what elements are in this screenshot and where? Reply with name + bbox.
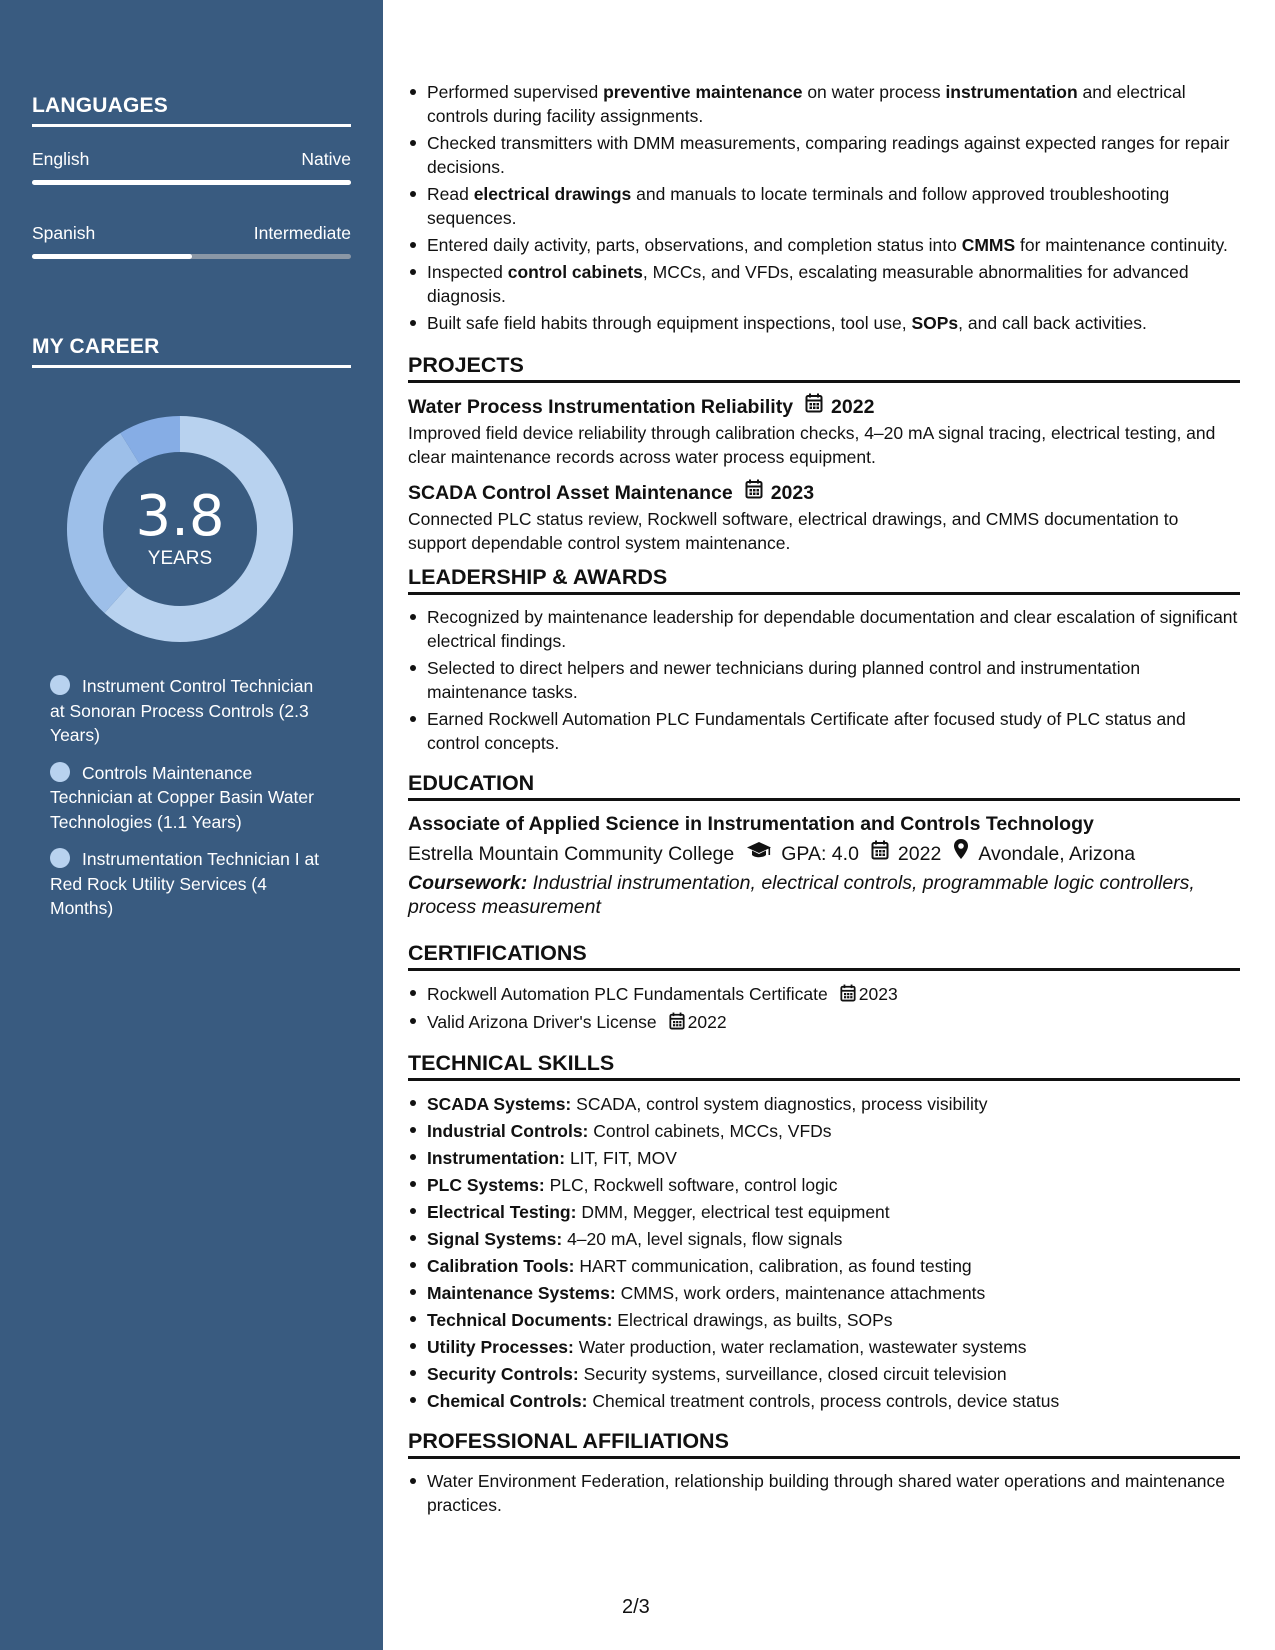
certification-name: Valid Arizona Driver's License — [427, 1012, 657, 1032]
skill-item — [408, 1361, 1240, 1388]
skill-item — [408, 1118, 1240, 1145]
leadership-title: LEADERSHIP & AWARDS — [408, 565, 1240, 595]
location-pin-icon — [953, 838, 969, 869]
language-level: Native — [301, 149, 351, 169]
education-title: EDUCATION — [408, 771, 1240, 801]
total-years-unit: YEARS — [147, 548, 213, 569]
skill-values: Electrical drawings, as builts, SOPs — [617, 1310, 893, 1330]
career-dot-icon — [50, 762, 70, 782]
career-label: Instrument Control Technician at Sonoran Process Controls (2.3 Years) — [50, 676, 314, 745]
bold-keyword: electrical drawings — [473, 184, 632, 204]
affiliations-list — [408, 1469, 1240, 1517]
career-title: MY CAREER — [32, 335, 351, 368]
project-description: Connected PLC status review, Rockwell software, electrical drawings, and CMMS documentation to support dependable control system maintenance. — [408, 509, 1179, 553]
languages-title: LANGUAGES — [32, 94, 351, 127]
bullet-text: Performed supervised — [427, 82, 604, 102]
skill-category: Electrical Testing: — [427, 1202, 577, 1222]
skills-section — [408, 1051, 1240, 1415]
skill-item — [408, 1145, 1240, 1172]
project-item — [408, 479, 1240, 555]
career-item — [50, 847, 330, 921]
bold-keyword: CMMS — [961, 235, 1016, 255]
skill-category: Technical Documents: — [427, 1310, 613, 1330]
skill-values: Water production, water reclamation, wastewater systems — [578, 1337, 1027, 1357]
bullet-text: Read — [427, 184, 474, 204]
project-description: Improved field device reliability through calibration checks, 4–20 mA signal tracing, electrical testing, and clear maintenance records across water process equipment. — [408, 423, 1216, 467]
donut-center — [65, 414, 295, 644]
skills-title: TECHNICAL SKILLS — [408, 1051, 1240, 1081]
page-number: 2/3 — [622, 1596, 650, 1618]
skill-category: SCADA Systems: — [427, 1094, 572, 1114]
experience-bullets — [408, 80, 1240, 335]
experience-bullet — [408, 311, 1240, 335]
bold-keyword: preventive maintenance — [603, 82, 803, 102]
education-details — [408, 838, 1240, 869]
main-content — [408, 80, 1240, 1517]
graduation-cap-icon — [746, 839, 772, 869]
certifications-list — [408, 981, 1240, 1037]
skill-category: Chemical Controls: — [427, 1391, 588, 1411]
graduation-year: 2022 — [897, 842, 942, 865]
skill-values: Security systems, surveillance, closed circuit television — [583, 1364, 1007, 1384]
bold-keyword: control cabinets — [507, 262, 643, 282]
skill-category: Industrial Controls: — [427, 1121, 589, 1141]
skill-category: Signal Systems: — [427, 1229, 563, 1249]
leadership-section — [408, 565, 1240, 755]
project-item — [408, 393, 1240, 469]
leadership-item: Selected to direct helpers and newer technicians during planned control and instrumentation maintenance tasks. — [408, 656, 1240, 704]
career-item — [50, 674, 330, 748]
language-item — [32, 149, 351, 185]
skill-values: DMM, Megger, electrical test equipment — [581, 1202, 890, 1222]
skill-values: CMMS, work orders, maintenance attachments — [620, 1283, 986, 1303]
skill-category: Maintenance Systems: — [427, 1283, 616, 1303]
gpa: GPA: 4.0 — [781, 842, 859, 865]
career-label: Controls Maintenance Technician at Copper Basin Water Technologies (1.1 Years) — [50, 762, 314, 832]
affiliation-item: Water Environment Federation, relationship building through shared water operations and maintenance practices. — [408, 1469, 1240, 1517]
skill-category: Utility Processes: — [427, 1337, 574, 1357]
language-level-fill — [32, 254, 192, 259]
project-name: Water Process Instrumentation Reliability — [408, 395, 794, 418]
affiliations-section — [408, 1429, 1240, 1517]
career-item — [50, 761, 330, 835]
certifications-section — [408, 941, 1240, 1037]
coursework-text: Industrial instrumentation, electrical controls, programmable logic controllers, process measurement — [408, 872, 1195, 918]
bullet-text: Inspected — [427, 262, 508, 282]
skill-item — [408, 1334, 1240, 1361]
experience-bullet — [408, 182, 1240, 230]
projects-title: PROJECTS — [408, 353, 1240, 383]
bold-keyword: SOPs — [911, 313, 959, 333]
calendar-icon — [871, 839, 889, 869]
skill-values: PLC, Rockwell software, control logic — [549, 1175, 838, 1195]
skill-values: Control cabinets, MCCs, VFDs — [593, 1121, 832, 1141]
skill-item — [408, 1253, 1240, 1280]
skill-item — [408, 1388, 1240, 1415]
skill-item — [408, 1199, 1240, 1226]
school-location: Avondale, Arizona — [978, 842, 1136, 865]
skill-category: Calibration Tools: — [427, 1256, 575, 1276]
certification-year: 2022 — [687, 1012, 727, 1032]
skill-values: HART communication, calibration, as found testing — [579, 1256, 972, 1276]
education-section — [408, 771, 1240, 919]
experience-bullet — [408, 260, 1240, 308]
skill-category: Security Controls: — [427, 1364, 579, 1384]
skill-item — [408, 1226, 1240, 1253]
skill-values: SCADA, control system diagnostics, process visibility — [576, 1094, 988, 1114]
skill-category: Instrumentation: — [427, 1148, 566, 1168]
calendar-icon — [840, 983, 856, 1009]
skill-item — [408, 1172, 1240, 1199]
career-section — [32, 335, 351, 368]
language-level-bar — [32, 254, 351, 259]
career-label: Instrumentation Technician I at Red Rock Utility Services (4 Months) — [50, 849, 320, 918]
bullet-text: and manuals to locate terminals and follow approved troubleshooting sequences. — [427, 184, 1170, 228]
degree: Associate of Applied Science in Instrumentation and Controls Technology — [408, 813, 1094, 835]
leadership-item: Recognized by maintenance leadership for dependable documentation and clear escalation of significant electrical findings. — [408, 605, 1240, 653]
bold-keyword: instrumentation — [945, 82, 1078, 102]
certifications-title: CERTIFICATIONS — [408, 941, 1240, 971]
project-year: 2022 — [831, 395, 875, 418]
skill-values: Chemical treatment controls, process controls, device status — [592, 1391, 1060, 1411]
calendar-icon — [745, 479, 763, 507]
skill-category: PLC Systems: — [427, 1175, 545, 1195]
bullet-text: , and call back activities. — [958, 313, 1147, 333]
certification-year: 2023 — [858, 984, 898, 1004]
experience-bullet — [408, 131, 1240, 179]
total-years-value: 3.8 — [135, 484, 225, 549]
skill-values: 4–20 mA, level signals, flow signals — [567, 1229, 843, 1249]
skills-list — [408, 1091, 1240, 1415]
skill-item — [408, 1307, 1240, 1334]
languages-section — [32, 94, 351, 259]
bullet-text: on water process — [802, 82, 946, 102]
language-level-fill — [32, 180, 351, 185]
bullet-text: Checked transmitters with DMM measurements, comparing readings against expected ranges for repair decisions. — [427, 133, 1230, 177]
bullet-text: and electrical controls during facility assignments. — [427, 82, 1186, 126]
coursework — [408, 871, 1240, 919]
experience-bullet — [408, 233, 1240, 257]
bullet-text: Built safe field habits through equipment inspections, tool use, — [427, 313, 912, 333]
experience-bullet — [408, 80, 1240, 128]
calendar-icon — [669, 1011, 685, 1037]
certification-item — [408, 1009, 1240, 1037]
certification-item — [408, 981, 1240, 1009]
language-level: Intermediate — [253, 223, 351, 243]
projects-section — [408, 353, 1240, 555]
calendar-icon — [805, 393, 823, 421]
skill-item — [408, 1091, 1240, 1118]
leadership-item: Earned Rockwell Automation PLC Fundamentals Certificate after focused study of PLC status and control concepts. — [408, 707, 1240, 755]
certification-name: Rockwell Automation PLC Fundamentals Certificate — [427, 984, 828, 1004]
skill-item — [408, 1280, 1240, 1307]
language-item — [32, 223, 351, 259]
career-donut-chart — [65, 414, 295, 644]
career-dot-icon — [50, 675, 70, 695]
skill-values: LIT, FIT, MOV — [569, 1148, 677, 1168]
project-year: 2023 — [770, 481, 815, 504]
language-name: Spanish — [32, 223, 96, 243]
sidebar — [0, 0, 383, 1650]
bullet-text: Entered daily activity, parts, observations, and completion status into — [427, 235, 962, 255]
bullet-text: , MCCs, and VFDs, escalating measurable abnormalities for advanced diagnosis. — [427, 262, 1189, 306]
school-name: Estrella Mountain Community College — [408, 842, 735, 865]
project-name: SCADA Control Asset Maintenance — [408, 481, 733, 504]
career-list — [50, 674, 330, 934]
bullet-text: for maintenance continuity. — [1015, 235, 1228, 255]
affiliations-title: PROFESSIONAL AFFILIATIONS — [408, 1429, 1240, 1459]
career-dot-icon — [50, 848, 70, 868]
language-name: English — [32, 149, 90, 169]
coursework-label: Coursework: — [408, 872, 528, 894]
language-level-bar — [32, 180, 351, 185]
leadership-list — [408, 605, 1240, 755]
